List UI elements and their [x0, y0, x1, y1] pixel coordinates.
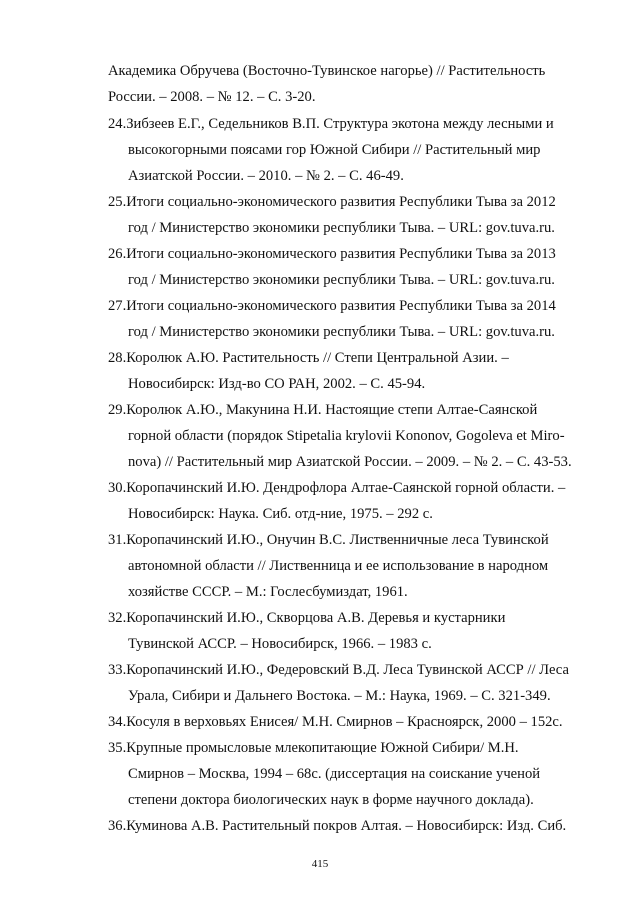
- reference-line: Итоги социально-экономического развития Республики Тыва за 2014: [126, 298, 556, 314]
- reference-line: России. – 2008. – № 12. – С. 3-20.: [108, 89, 316, 105]
- reference-item-27: [108, 293, 598, 345]
- reference-line: Академика Обручева (Восточно-Тувинское нагорье) // Растительность: [108, 63, 546, 79]
- reference-item-32: [108, 605, 598, 657]
- reference-line: Крупные промысловые млекопитающие Южной Сибири/ М.Н.: [126, 740, 519, 756]
- reference-line: Коропачинский И.Ю., Скворцова А.В. Деревья и кустарники: [126, 610, 506, 626]
- reference-item-30: [108, 475, 598, 527]
- reference-line: Итоги социально-экономического развития Республики Тыва за 2013: [126, 246, 556, 262]
- reference-item-31: [108, 527, 598, 605]
- reference-line: степени доктора биологических наук в форме научного доклада).: [128, 792, 534, 808]
- reference-line: Косуля в верховьях Енисея/ М.Н. Смирнов – Красноярск, 2000 – 152с.: [126, 714, 563, 730]
- reference-line: Коропачинский И.Ю., Федеровский В.Д. Леса Тувинской АССР // Леса: [126, 662, 569, 678]
- reference-line: Зибзеев Е.Г., Седельников В.П. Структура экотона между лесными и: [126, 116, 554, 132]
- reference-line: год / Министерство экономики республики Тыва. – URL: gov.tuva.ru.: [128, 272, 555, 288]
- reference-number: 29.: [108, 402, 127, 418]
- reference-number: 33.: [108, 662, 127, 678]
- reference-line: Итоги социально-экономического развития Республики Тыва за 2012: [126, 194, 556, 210]
- reference-line: год / Министерство экономики республики Тыва. – URL: gov.tuva.ru.: [128, 220, 555, 236]
- reference-line: Тувинской АССР. – Новосибирск, 1966. – 1983 с.: [128, 636, 432, 652]
- reference-item-25: [108, 189, 598, 241]
- reference-line: Азиатской России. – 2010. – № 2. – С. 46-49.: [128, 168, 404, 184]
- reference-line: год / Министерство экономики республики Тыва. – URL: gov.tuva.ru.: [128, 324, 555, 340]
- reference-item-26: [108, 241, 598, 293]
- reference-line: nova) // Растительный мир Азиатской России. – 2009. – № 2. – С. 43-53.: [128, 454, 572, 470]
- reference-item-35: [108, 735, 598, 813]
- reference-number: 34.: [108, 714, 127, 730]
- reference-line: Коропачинский И.Ю. Дендрофлора Алтае-Саянской горной области. –: [126, 480, 566, 496]
- reference-continuation: [108, 58, 598, 110]
- reference-item-33: [108, 657, 598, 709]
- reference-item-36: [108, 813, 598, 839]
- reference-number: 24.: [108, 116, 127, 132]
- reference-line: Новосибирск: Изд-во СО РАН, 2002. – С. 45-94.: [128, 376, 426, 392]
- reference-number: 35.: [108, 740, 127, 756]
- reference-number: 36.: [108, 818, 127, 834]
- reference-line: Новосибирск: Наука. Сиб. отд-ние, 1975. – 292 с.: [128, 506, 433, 522]
- reference-number: 30.: [108, 480, 127, 496]
- reference-number: 25.: [108, 194, 127, 210]
- reference-item-34: [108, 709, 598, 735]
- reference-line: горной области (порядок Stipetalia krylovii Kononov, Gogoleva et Miro-: [128, 428, 565, 444]
- reference-item-29: [108, 397, 598, 475]
- reference-number: 26.: [108, 246, 127, 262]
- page-number: 415: [311, 858, 329, 870]
- reference-line: Королюк А.Ю., Макунина Н.И. Настоящие степи Алтае-Саянской: [126, 402, 538, 418]
- reference-line: Коропачинский И.Ю., Онучин В.С. Лиственничные леса Тувинской: [126, 532, 549, 548]
- reference-line: автономной области // Лиственница и ее использование в народном: [128, 558, 549, 574]
- reference-line: Куминова А.В. Растительный покров Алтая. – Новосибирск: Изд. Сиб.: [126, 818, 567, 834]
- reference-number: 28.: [108, 350, 127, 366]
- reference-line: высокогорными поясами гор Южной Сибири // Растительный мир: [128, 142, 541, 158]
- reference-item-28: [108, 345, 598, 397]
- reference-number: 27.: [108, 298, 127, 314]
- reference-number: 32.: [108, 610, 127, 626]
- reference-number: 31.: [108, 532, 127, 548]
- reference-item-24: [108, 111, 598, 189]
- reference-line: Королюк А.Ю. Растительность // Степи Центральной Азии. –: [126, 350, 509, 366]
- reference-line: Урала, Сибири и Дальнего Востока. – М.: Наука, 1969. – С. 321-349.: [128, 688, 551, 704]
- reference-line: Смирнов – Москва, 1994 – 68с. (диссертация на соискание ученой: [128, 766, 541, 782]
- reference-line: хозяйстве СССР. – М.: Гослесбумиздат, 1961.: [128, 584, 408, 600]
